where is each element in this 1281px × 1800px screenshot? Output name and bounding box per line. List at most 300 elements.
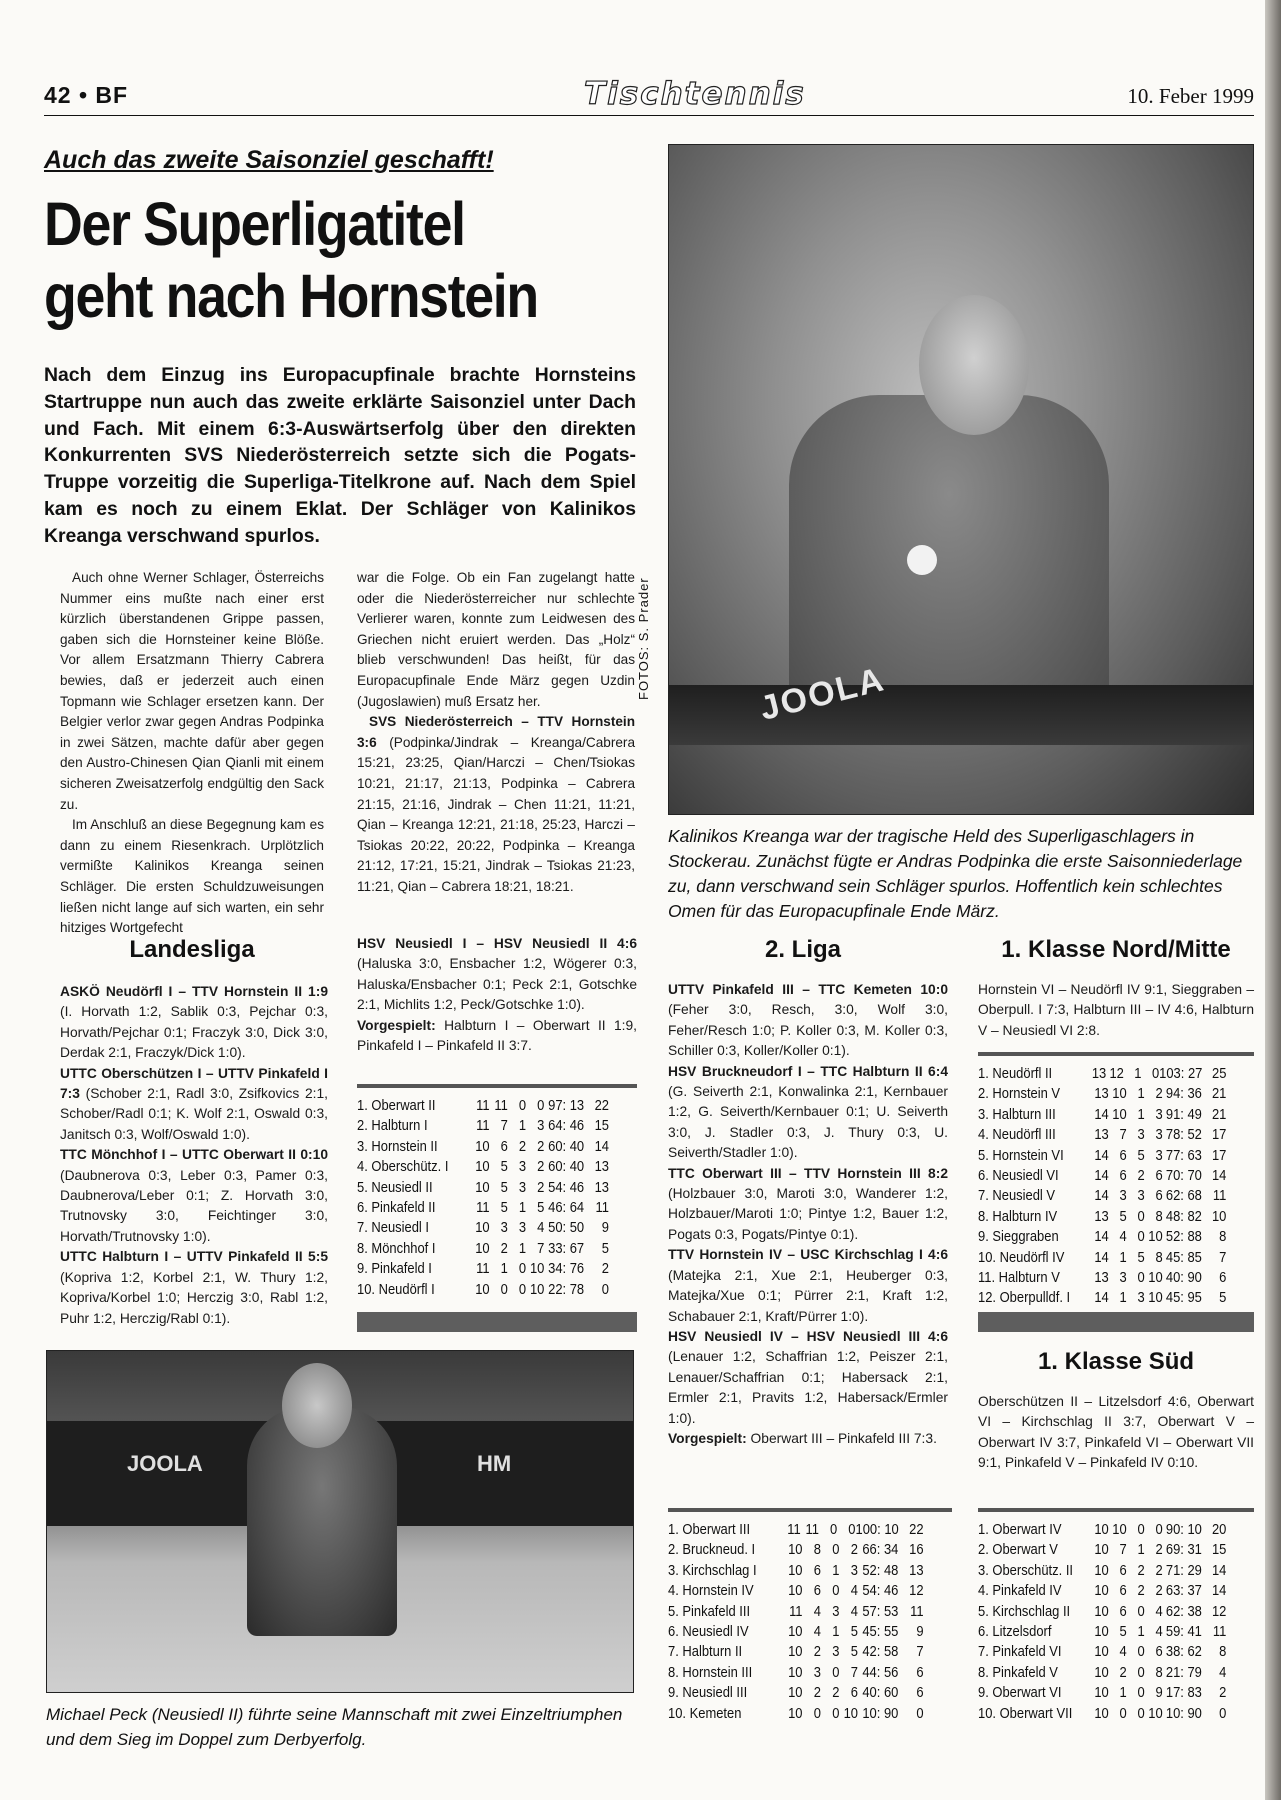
standings-team: 6. Neusiedl IV <box>668 1624 749 1641</box>
standings-lost: 4 <box>1155 1624 1163 1641</box>
standings-lost: 6 <box>1155 1188 1163 1205</box>
standings-played: 10 <box>475 1281 490 1298</box>
standings-team: 5. Neusiedl II <box>357 1179 433 1196</box>
standings-lost: 3 <box>850 1562 858 1579</box>
standings-sets: 33: 67 <box>548 1240 585 1257</box>
standings-played: 10 <box>475 1220 490 1237</box>
standings-lost: 6 <box>1155 1644 1163 1661</box>
standings-row <box>668 1642 924 1662</box>
standings-played: 10 <box>788 1705 803 1722</box>
photo-peck <box>46 1350 634 1693</box>
standings-lost: 2 <box>1155 1583 1163 1600</box>
standings-sets: 77: 63 <box>1165 1147 1202 1164</box>
standings-points: 7 <box>1219 1249 1227 1266</box>
standings-played: 13 <box>1094 1086 1109 1103</box>
standings-team: 1. Oberwart III <box>668 1522 751 1538</box>
standings-won: 6 <box>1119 1583 1127 1600</box>
standings-team: 10. Neudörfl IV <box>978 1249 1065 1266</box>
standings-sets: 66: 34 <box>862 1542 899 1559</box>
standings-points: 14 <box>1211 1562 1227 1579</box>
match-title: SVS Niederösterreich – TTV Hornstein 3:6 <box>357 714 635 750</box>
standings-sets: 45: 95 <box>1165 1290 1202 1307</box>
body-paragraph: Auch ohne Werner Schlager, Österreichs Nummer eins mußte nach einer erst kürzlich überstandenen Grippe passen, gaben sich die Hornsteiner keine Blöße. Vor allem Ersatzmann Thierry Cabrera bewies, daß er jederzeit auch einen Topmann wie Schlager ersetzen kann. Der Belgier verlor zwar gegen Andras Podpinka in zwei Sätzen, machte dafür aber gegen den Austro-Chinesen Qian Qianli mit einem sicheren Zweisatzerfolg endgültig den Sack zu. <box>60 570 324 812</box>
standings-sets: 50: 50 <box>548 1220 585 1237</box>
standings-points: 15 <box>594 1118 609 1135</box>
standings-row <box>357 1096 609 1116</box>
standings-drawn: 1 <box>1137 1624 1145 1641</box>
photo-caption-2: Michael Peck (Neusiedl II) führte seine Mannschaft mit zwei Einzeltriumphen und dem Sieg im Doppel zum Derbyerfolg. <box>46 1705 623 1749</box>
standings-points: 20 <box>1211 1522 1227 1538</box>
standings-team: 8. Pinkafeld V <box>978 1664 1058 1681</box>
match-title: TTV Hornstein IV – USC Kirchschlag I 4:6 <box>668 1247 948 1263</box>
standings-played: 10 <box>1094 1664 1109 1681</box>
standings-points: 12 <box>909 1583 924 1600</box>
headline-line-1: Der Superligatitel <box>44 190 465 258</box>
standings-won: 8 <box>813 1542 822 1559</box>
standings-points: 22 <box>594 1098 609 1114</box>
standings-team: 7. Neusiedl I <box>357 1220 429 1237</box>
standings-won: 6 <box>813 1583 822 1600</box>
standings-sets: 22: 78 <box>548 1281 585 1298</box>
standings-drawn: 1 <box>832 1562 840 1579</box>
standings-played: 10 <box>788 1624 803 1641</box>
standings-played: 14 <box>1094 1188 1109 1205</box>
standings-played: 10 <box>788 1644 803 1661</box>
standings-sets: 91: 49 <box>1165 1106 1202 1123</box>
standings-team: 3. Halbturn III <box>978 1106 1056 1123</box>
standings-played: 10 <box>1094 1705 1109 1722</box>
result-entry <box>357 934 637 1016</box>
standings-lost: 2 <box>537 1179 545 1196</box>
standings-played: 10 <box>788 1664 803 1681</box>
heading-klasse-sued: 1. Klasse Süd <box>1037 1348 1195 1375</box>
standings-points: 0 <box>916 1705 924 1722</box>
heading-klasse-nord: 1. Klasse Nord/Mitte <box>1001 936 1231 963</box>
vorgespielt-text: Halbturn I – Oberwart II 1:9, Pinkafeld I – Pinkafeld II 3:7. <box>357 1017 637 1054</box>
standings-sets: 34: 76 <box>548 1261 585 1278</box>
standings-sets: 63: 37 <box>1165 1583 1202 1600</box>
standings-drawn: 1 <box>832 1624 840 1641</box>
standings-drawn: 0 <box>832 1583 840 1600</box>
standings-row <box>978 1064 1226 1084</box>
standings-team: 4. Hornstein IV <box>668 1583 754 1600</box>
standings-drawn: 0 <box>1137 1603 1145 1620</box>
standings-lost: 10 <box>1148 1290 1163 1307</box>
standings-points: 5 <box>1219 1290 1227 1307</box>
standings-points: 17 <box>1211 1147 1227 1164</box>
table-footer-bar <box>978 1312 1254 1332</box>
standings-sets: 38: 62 <box>1165 1644 1202 1661</box>
standings-sets: 52: 48 <box>862 1562 899 1579</box>
standings-row <box>668 1540 924 1560</box>
standings-drawn: 3 <box>518 1220 527 1237</box>
standings-drawn: 3 <box>518 1179 527 1196</box>
standings-points: 6 <box>1219 1270 1227 1287</box>
standings-drawn: 0 <box>1137 1664 1145 1681</box>
match-detail: (Schober 2:1, Radl 3:0, Zsifkovics 2:1, Schober/Radl 0:1; K. Wolf 2:1, Oswald 0:3, Janitsch 0:3, Wolf/Oswald 1:0). <box>60 1086 328 1142</box>
standings-won: 5 <box>500 1179 508 1196</box>
standings-played: 10 <box>1094 1603 1109 1620</box>
standings-row <box>357 1157 609 1177</box>
standings-drawn: 3 <box>1137 1188 1145 1205</box>
standings-row <box>978 1520 1226 1540</box>
standings-played: 10 <box>1094 1583 1109 1600</box>
standings-row <box>357 1137 609 1157</box>
liga2-table <box>668 1508 952 1724</box>
match-detail: (I. Horvath 1:2, Sablik 0:3, Pejchar 0:3, Horvath/Pejchar 0:1; Fraczyk 3:0, Dick 3:0, Derdak 2:1, Fraczyk/Dick 1:0). <box>60 1004 328 1061</box>
standings-drawn: 0 <box>1137 1270 1145 1287</box>
standings-won: 1 <box>1119 1249 1127 1266</box>
standings-played: 10 <box>475 1138 490 1155</box>
standings-row <box>668 1581 924 1601</box>
page-header <box>44 76 1254 116</box>
standings-points: 12 <box>1211 1603 1227 1620</box>
standings-lost: 7 <box>537 1240 545 1257</box>
standings-lost: 3 <box>537 1118 545 1135</box>
standings-played: 10 <box>1094 1644 1109 1661</box>
standings-sets: 44: 56 <box>862 1664 899 1681</box>
standings-played: 14 <box>1094 1147 1109 1164</box>
standings-played: 10 <box>1094 1522 1109 1538</box>
photo-credit: FOTOS: S. Prader <box>636 577 651 700</box>
standings-sets: 60: 40 <box>548 1159 585 1176</box>
result-entry <box>60 1145 328 1247</box>
standings-lost: 8 <box>1155 1208 1163 1225</box>
photo-figure-head <box>282 1363 352 1448</box>
standings-drawn: 3 <box>832 1603 840 1620</box>
result-entry <box>60 1247 328 1329</box>
standings-row <box>978 1642 1226 1662</box>
standings-played: 10 <box>475 1159 490 1176</box>
issue-date: 10. Feber 1999 <box>1127 84 1254 108</box>
standings-row <box>357 1178 609 1198</box>
standings-team: 1. Oberwart IV <box>978 1522 1062 1538</box>
standings-won: 5 <box>1119 1208 1127 1225</box>
photo-kreanga <box>668 144 1254 815</box>
standings-team: 6. Litzelsdorf <box>978 1624 1052 1641</box>
standings-played: 14 <box>1094 1290 1109 1307</box>
standings-points: 21 <box>1211 1106 1227 1123</box>
standings-lost: 10 <box>529 1281 545 1298</box>
standings-points: 2 <box>601 1261 609 1278</box>
standings-team: 9. Sieggraben <box>978 1229 1059 1246</box>
standings-won: 6 <box>1119 1603 1127 1620</box>
klasse-nord-results: Hornstein VI – Neudörfl IV 9:1, Sieggraben – Oberpull. I 7:3, Halbturn III – IV 4:6, Halbturn V – Neusiedl VI 2:8. <box>978 982 1254 1038</box>
match-detail: (Holzbauer 3:0, Maroti 3:0, Wanderer 1:2, Holzbauer/Maroti 1:0; Pintye 1:2, Bauer 1:2, Pogats 0:3, Pogats/Pintye 0:1). <box>668 1186 948 1242</box>
standings-played: 11 <box>787 1522 801 1538</box>
landesliga-table <box>357 1084 637 1300</box>
standings-won: 6 <box>1119 1147 1127 1164</box>
result-entry <box>668 1164 948 1246</box>
standings-played: 14 <box>1094 1229 1109 1246</box>
standings-played: 11 <box>476 1098 490 1114</box>
standings-points: 11 <box>595 1200 609 1217</box>
match-title: UTTC Halbturn I – UTTV Pinkafeld II 5:5 <box>60 1249 328 1265</box>
standings-lost: 0 <box>1151 1066 1160 1082</box>
standings-won: 0 <box>813 1705 822 1722</box>
match-title: ASKÖ Neudörfl I – TTV Hornstein II 1:9 <box>60 984 328 999</box>
standings-won: 7 <box>1119 1127 1127 1144</box>
standings-team: 1. Neudörfl II <box>978 1066 1053 1082</box>
standings-won: 4 <box>813 1603 822 1620</box>
standings-played: 11 <box>789 1603 803 1620</box>
standings-row <box>978 1166 1226 1186</box>
standings-lost: 10 <box>843 1705 858 1722</box>
standings-row <box>978 1704 1226 1724</box>
match-title: HSV Bruckneudorf I – TTC Halbturn II 6:4 <box>668 1063 948 1079</box>
standings-points: 11 <box>1212 1624 1227 1641</box>
standings-team: 5. Hornstein VI <box>978 1147 1064 1164</box>
standings-drawn: 0 <box>1137 1644 1145 1661</box>
photo-caption-1: Kalinikos Kreanga war der tragische Held des Superligaschlagers in Stockerau. Zunächst fügte er Andras Podpinka die erste Saisonniederlage zu, dann verschwand sein Schläger spurlos. Hoffentlich kein schlechtes Omen für das Europacupfinale Ende März. <box>668 826 1243 921</box>
standings-lost: 9 <box>1155 1685 1163 1702</box>
standings-drawn: 2 <box>1137 1583 1145 1600</box>
standings-won: 1 <box>500 1261 508 1278</box>
standings-lost: 2 <box>1155 1562 1163 1579</box>
standings-row <box>978 1581 1226 1601</box>
standings-played: 10 <box>1094 1562 1109 1579</box>
standings-played: 10 <box>788 1562 803 1579</box>
standings-points: 2 <box>1219 1685 1227 1702</box>
standings-lost: 4 <box>1155 1603 1163 1620</box>
standings-lost: 7 <box>850 1664 858 1681</box>
standings-row <box>357 1280 609 1300</box>
standings-points: 22 <box>909 1522 924 1538</box>
standings-drawn: 1 <box>1137 1086 1145 1103</box>
standings-sets: 17: 83 <box>1165 1685 1202 1702</box>
standings-points: 0 <box>1219 1705 1227 1722</box>
standings-points: 13 <box>594 1179 609 1196</box>
result-entry <box>668 1327 948 1429</box>
klasse-sued-table <box>978 1508 1254 1724</box>
standings-drawn: 5 <box>1137 1249 1145 1266</box>
standings-drawn: 0 <box>518 1098 527 1114</box>
match-detail: (Lenauer 1:2, Schaffrian 1:2, Peiszer 2:1, Lenauer/Schaffrian 0:1; Habersack 2:1, Ermler 2:1, Pravits 1:2, Habersack/Ermler 1:0). <box>668 1349 948 1426</box>
standings-won: 3 <box>1119 1270 1127 1287</box>
table-footer-bar <box>357 1312 637 1332</box>
match-detail: (Podpinka/Jindrak – Kreanga/Cabrera 15:21, 23:25, Qian/Harczi – Chen/Tsiokas 10:21, 21:17, 21:13, Podpinka – Cabrera 21:15, 21:16, Jindrak – Chen 11:21, 11:21, Qian – Kreanga 12:21, 21:18, 25:23, Harczi – Tsiokas 20:22, 20:22, Podpinka – Kreanga 21:12, 17:21, 15:21, Jindrak – Tsiokas 21:23, 11:21, Qian – Cabrera 18:21, 18:21. <box>357 734 635 894</box>
standings-team: 5. Pinkafeld III <box>668 1603 751 1620</box>
standings-sets: 90: 10 <box>1165 1522 1202 1538</box>
standings-lost: 0 <box>848 1522 856 1538</box>
heading-landesliga: Landesliga <box>129 936 255 963</box>
standings-won: 7 <box>1119 1542 1127 1559</box>
standings-row <box>978 1186 1226 1206</box>
standings-lost: 10 <box>1148 1270 1163 1287</box>
klasse-nord-table <box>978 1052 1254 1309</box>
standings-won: 5 <box>1119 1624 1127 1641</box>
standings-lost: 2 <box>850 1542 858 1559</box>
vorgespielt-label: Vorgespielt: <box>357 1017 436 1033</box>
standings-team: 11. Halbturn V <box>978 1270 1060 1287</box>
standings-drawn: 0 <box>1137 1208 1145 1225</box>
article-kicker: Auch das zweite Saisonziel geschafft! <box>44 146 494 174</box>
standings-lost: 3 <box>1155 1106 1163 1123</box>
standings-lost: 5 <box>850 1644 858 1661</box>
match-title: HSV Neusiedl IV – HSV Neusiedl III 4:6 <box>668 1328 948 1344</box>
standings-team: 2. Halbturn I <box>357 1118 428 1135</box>
standings-won: 1 <box>1119 1290 1127 1307</box>
standings-won: 3 <box>1119 1188 1127 1205</box>
standings-won: 2 <box>1119 1664 1127 1681</box>
standings-team: 10. Kemeten <box>668 1705 742 1722</box>
standings-drawn: 2 <box>518 1138 527 1155</box>
standings-points: 21 <box>1211 1086 1227 1103</box>
standings-lost: 10 <box>529 1261 545 1278</box>
standings-sets: 71: 29 <box>1165 1562 1202 1579</box>
standings-points: 13 <box>594 1159 609 1176</box>
standings-drawn: 1 <box>1137 1542 1145 1559</box>
standings-team: 3. Kirchschlag I <box>668 1562 757 1579</box>
standings-team: 4. Neudörfl III <box>978 1127 1056 1144</box>
standings-won: 2 <box>813 1685 822 1702</box>
standings-won: 1 <box>1119 1685 1127 1702</box>
standings-drawn: 0 <box>1137 1685 1145 1702</box>
standings-row <box>978 1540 1226 1560</box>
standings-team: 9. Neusiedl III <box>668 1685 748 1702</box>
standings-won: 2 <box>813 1644 822 1661</box>
standings-points: 25 <box>1211 1066 1227 1082</box>
match-detail: (Haluska 3:0, Ensbacher 1:2, Wögerer 0:3, Haluska/Ensbacher 0:1; Peck 2:1, Gotschke 2:1, Michlits 1:2, Peck/Gotschke 1:0). <box>357 956 637 1013</box>
section-title: Tischtennis <box>584 76 806 112</box>
standings-sets: 69: 31 <box>1165 1542 1202 1559</box>
standings-sets: 42: 58 <box>862 1644 899 1661</box>
standings-row <box>978 1146 1226 1166</box>
standings-sets: 52: 88 <box>1165 1229 1202 1246</box>
article-headline <box>44 188 581 332</box>
standings-points: 14 <box>594 1138 609 1155</box>
standings-drawn: 2 <box>832 1685 840 1702</box>
standings-row <box>357 1218 609 1238</box>
standings-sets: 62: 38 <box>1165 1603 1202 1620</box>
standings-won: 5 <box>500 1159 508 1176</box>
standings-sets: 94: 36 <box>1165 1086 1202 1103</box>
result-entry <box>668 980 948 1062</box>
standings-sets: 46: 64 <box>548 1200 585 1217</box>
standings-won: 0 <box>1119 1705 1127 1722</box>
match-detail: (Daubnerova 0:3, Leber 0:3, Pamer 0:3, Daubnerova/Leber 0:1; Z. Horvath 3:0, Trutnovsky 3:0, Feichtinger 3:0, Horvath/Trutnovsky 1:0). <box>60 1167 328 1244</box>
standings-team: 3. Hornstein II <box>357 1138 438 1155</box>
standings-points: 9 <box>916 1624 924 1641</box>
standings-drawn: 3 <box>518 1159 527 1176</box>
standings-row <box>668 1683 924 1703</box>
standings-row <box>357 1198 609 1218</box>
vorgespielt-label: Vorgespielt: <box>668 1430 747 1446</box>
standings-drawn: 0 <box>830 1522 838 1538</box>
standings-played: 10 <box>788 1542 803 1559</box>
match-title: TTC Mönchhof I – UTTC Oberwart II 0:10 <box>60 1147 328 1163</box>
standings-won: 3 <box>500 1220 508 1237</box>
match-detail: (Kopriva 1:2, Korbel 2:1, W. Thury 1:2, Kopriva/Korbel 1:0; Herczig 3:0, Rabl 1:2, Puhr 1:2, Herczig/Rabl 0:1). <box>60 1269 328 1326</box>
standings-lost: 3 <box>1155 1127 1163 1144</box>
standings-played: 10 <box>1094 1685 1109 1702</box>
standings-played: 13 <box>1091 1066 1107 1082</box>
standings-sets: 100: 10 <box>855 1522 899 1538</box>
heading-2-liga: 2. Liga <box>764 936 842 963</box>
standings-points: 11 <box>1212 1188 1227 1205</box>
standings-row <box>668 1520 924 1540</box>
standings-won: 4 <box>1119 1229 1127 1246</box>
standings-played: 10 <box>475 1240 490 1257</box>
standings-points: 6 <box>916 1685 924 1702</box>
body-paragraph: war die Folge. Ob ein Fan zugelangt hatte oder die Niederösterreicher nur schlechte Verlierer waren, konnte zum Leidwesen des Griechen nicht eruiert werden. Das „Holz“ blieb verschwunden! Das heißt, für das Europacupfinale Ende März gegen Uzdin (Jugoslawien) muß Ersatz her. <box>357 570 635 709</box>
standings-won: 4 <box>813 1624 822 1641</box>
standings-row <box>357 1239 609 1259</box>
standings-sets: 97: 13 <box>548 1098 585 1114</box>
standings-row <box>978 1622 1226 1642</box>
standings-lost: 6 <box>1155 1168 1163 1185</box>
standings-row <box>978 1125 1226 1145</box>
standings-drawn: 3 <box>1137 1127 1145 1144</box>
standings-team: 7. Neusiedl V <box>978 1188 1056 1205</box>
standings-drawn: 1 <box>518 1118 527 1135</box>
standings-sets: 10: 90 <box>862 1705 899 1722</box>
standings-sets: 21: 79 <box>1165 1664 1202 1681</box>
standings-row <box>668 1602 924 1622</box>
standings-sets: 103: 27 <box>1159 1066 1203 1082</box>
standings-team: 8. Hornstein III <box>668 1664 753 1681</box>
standings-won: 10 <box>1112 1086 1127 1103</box>
match-detail: (Feher 3:0, Resch, 3:0, Wolf 3:0, Feher/Resch 1:0; P. Koller 0:3, M. Koller 0:3, Schiller 0:3, Koller/Koller 0:1). <box>668 1002 948 1059</box>
standings-team: 7. Pinkafeld VI <box>978 1644 1062 1661</box>
article-column-2 <box>357 568 635 898</box>
standings-row <box>668 1622 924 1642</box>
standings-team: 4. Oberschütz. I <box>357 1159 449 1176</box>
standings-played: 10 <box>475 1179 490 1196</box>
standings-won: 3 <box>813 1664 822 1681</box>
standings-won: 11 <box>805 1522 820 1538</box>
standings-team: 9. Oberwart VI <box>978 1685 1062 1702</box>
liga2-results <box>668 980 948 1449</box>
standings-lost: 10 <box>1148 1229 1163 1246</box>
standings-points: 6 <box>916 1664 924 1681</box>
standings-row <box>978 1084 1226 1104</box>
standings-won: 6 <box>1119 1168 1127 1185</box>
standings-won: 0 <box>500 1281 508 1298</box>
standings-lost: 8 <box>1155 1664 1163 1681</box>
standings-drawn: 1 <box>518 1200 527 1217</box>
standings-played: 11 <box>476 1200 490 1217</box>
standings-row <box>668 1704 924 1724</box>
standings-won: 10 <box>1112 1522 1127 1538</box>
photo-figure-head <box>919 295 1029 435</box>
headline-line-2: geht nach Hornstein <box>44 262 538 330</box>
standings-row <box>357 1259 609 1279</box>
standings-lost: 5 <box>850 1624 858 1641</box>
standings-lost: 2 <box>537 1159 545 1176</box>
standings-played: 10 <box>788 1685 803 1702</box>
match-detail: (G. Seiverth 2:1, Konwalinka 2:1, Kernbauer 1:2, G. Seiverth/Kernbauer 0:1; U. Seiverth 3:0, J. Stadler 0:3, J. Thury 0:3, U. Seiverth/Stadler 1:0). <box>668 1084 948 1161</box>
article-lead: Nach dem Einzug ins Europacupfinale brachte Hornsteins Startruppe nun auch das zweite erklärte Saisonziel unter Dach und Fach. Mit einem 6:3-Auswärtserfolg über den direkten Konkurrenten SVS Niederösterreich setzte sich die Pogats-Truppe vorzeitig die Superliga-Titelkrone auf. Nach dem Spiel kam es noch zu einem Eklat. Der Schläger von Kalinikos Kreanga verschwand spurlos. <box>44 364 636 547</box>
standings-drawn: 0 <box>1137 1705 1145 1722</box>
standings-played: 14 <box>1094 1168 1109 1185</box>
standings-lost: 0 <box>537 1098 545 1114</box>
page-edge-shadow <box>1265 0 1281 1800</box>
standings-row <box>978 1105 1226 1125</box>
standings-played: 10 <box>788 1583 803 1600</box>
standings-team: 1. Oberwart II <box>357 1098 436 1114</box>
standings-played: 13 <box>1094 1208 1109 1225</box>
standings-won: 7 <box>500 1118 508 1135</box>
standings-played: 10 <box>1094 1542 1109 1559</box>
standings-sets: 78: 52 <box>1165 1127 1202 1144</box>
standings-drawn: 0 <box>832 1542 840 1559</box>
standings-won: 5 <box>500 1200 508 1217</box>
result-entry <box>668 1245 948 1327</box>
standings-won: 6 <box>813 1562 822 1579</box>
standings-points: 9 <box>601 1220 609 1237</box>
standings-won: 6 <box>1119 1562 1127 1579</box>
